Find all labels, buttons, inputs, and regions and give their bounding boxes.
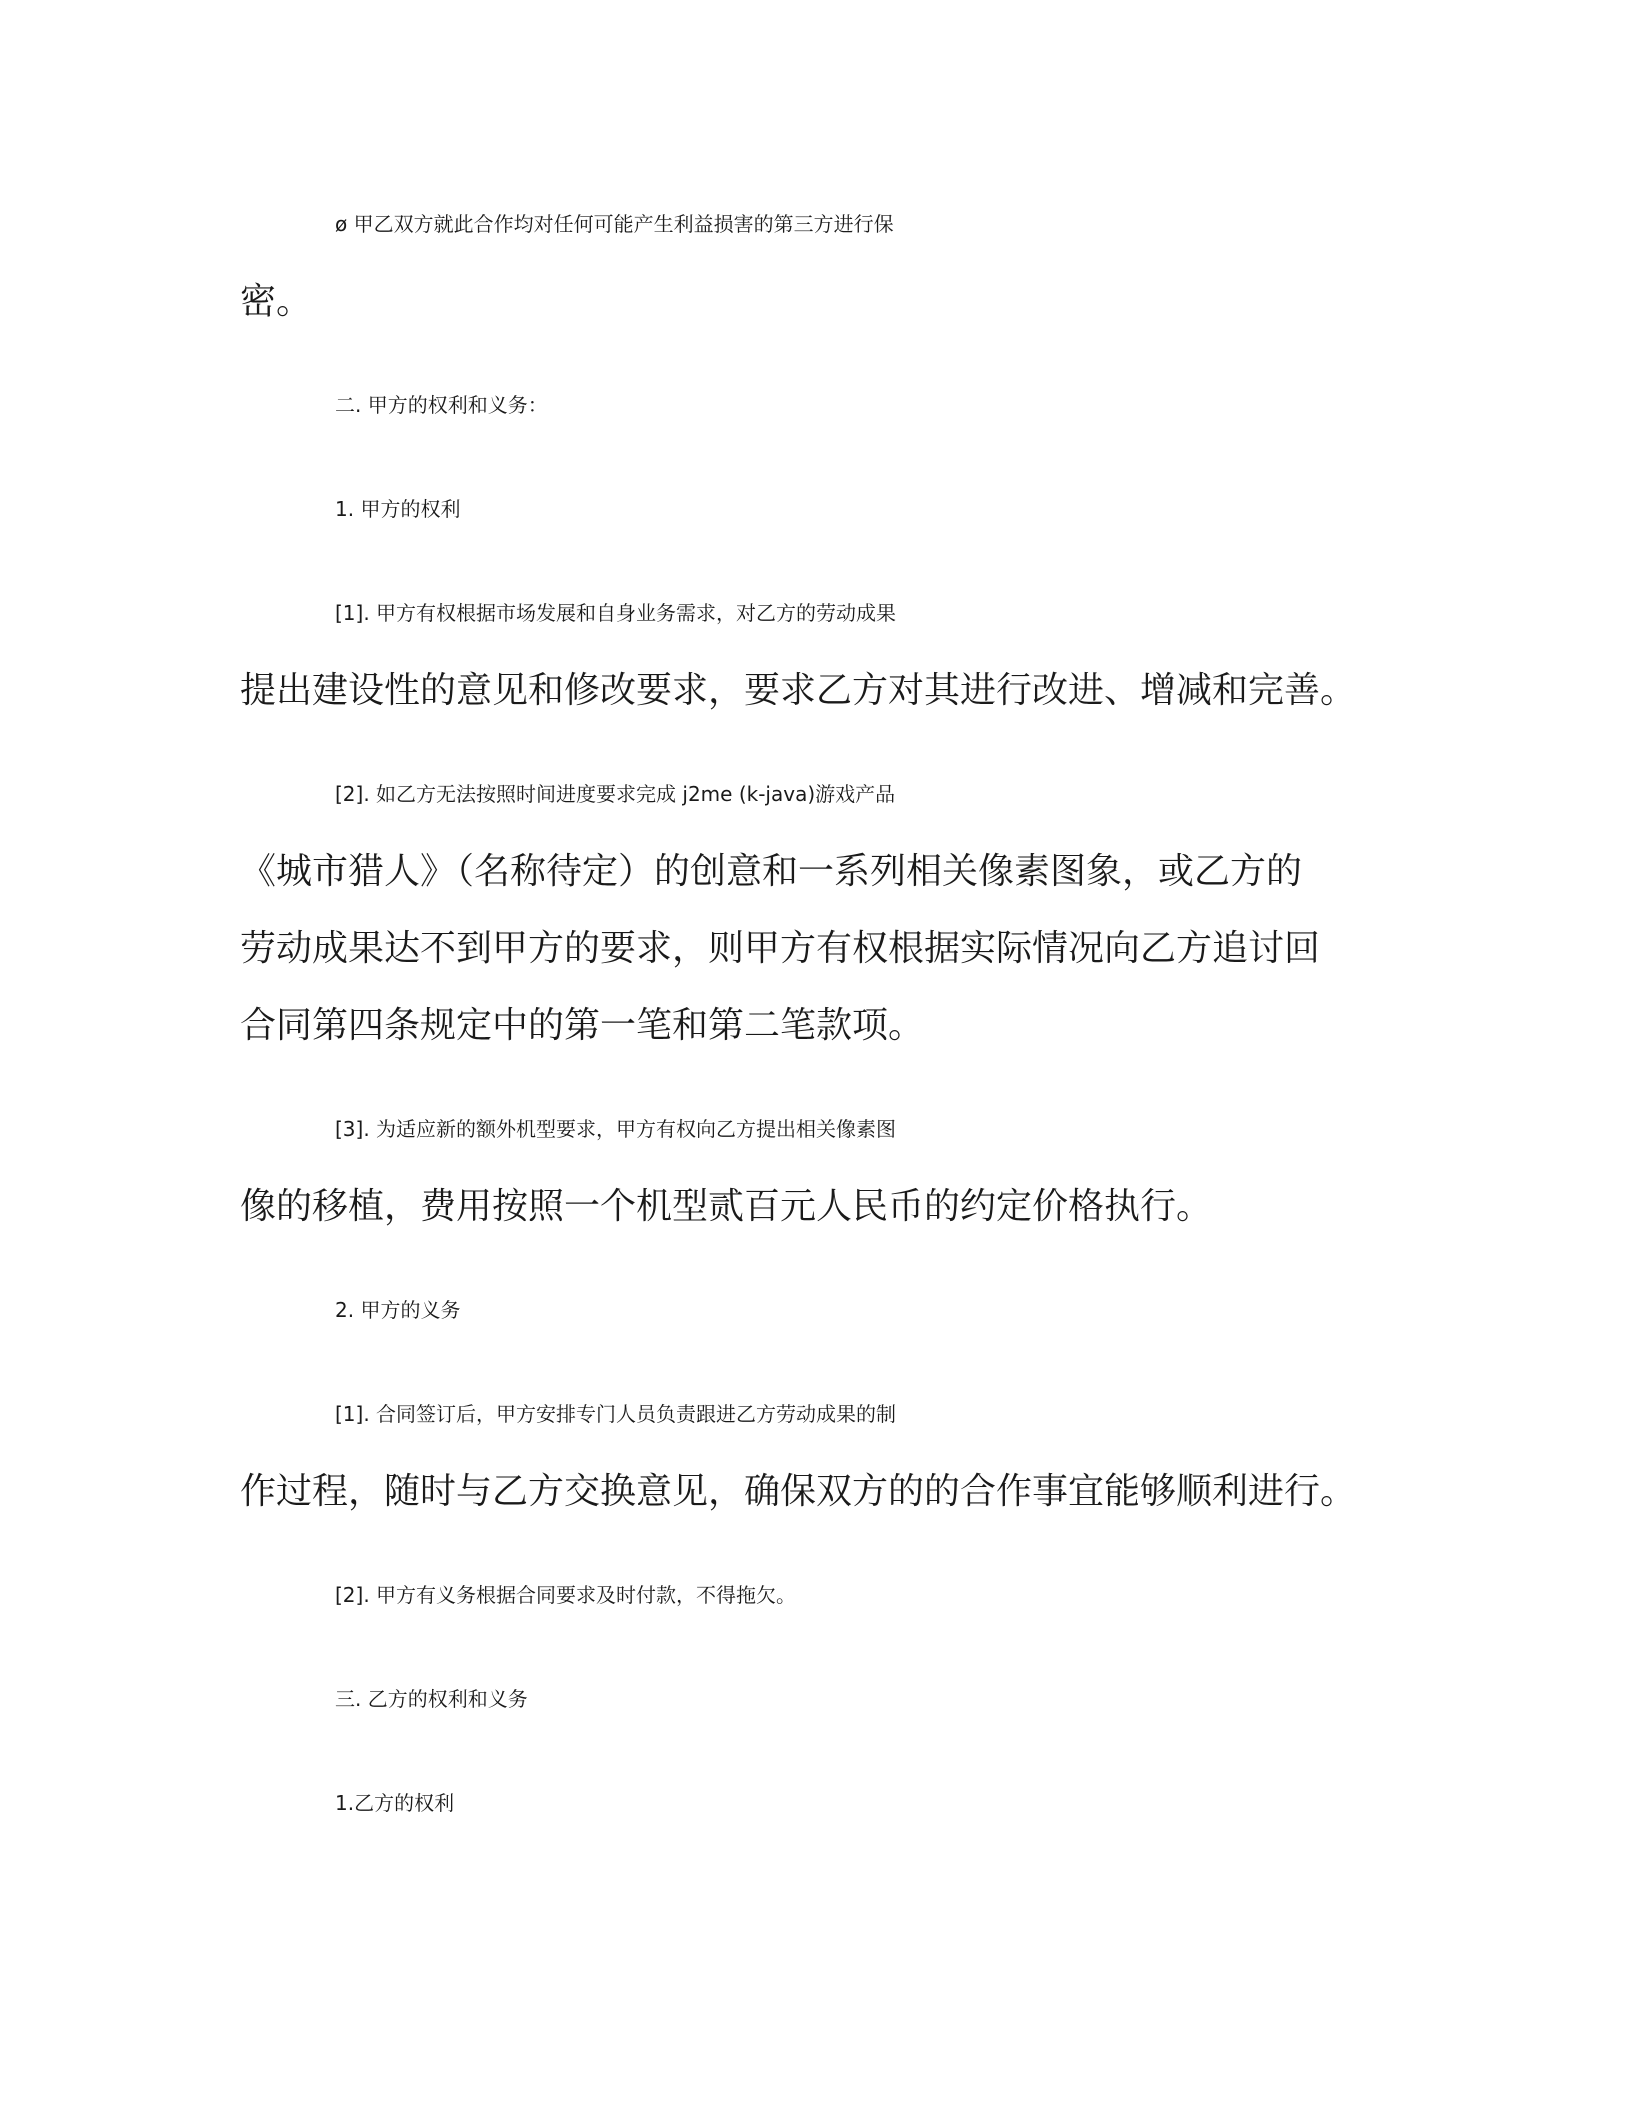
paragraph-confidentiality (240, 186, 1368, 340)
clause-a-rights-2 (240, 756, 1368, 1064)
clause-a-obligations-2 (240, 1557, 1368, 1634)
text-line: [2]. 甲方有义务根据合同要求及时付款，不得拖欠。 (335, 1583, 797, 1607)
text-line: 二. 甲方的权利和义务： (335, 393, 548, 417)
text-line: [1]. 合同签订后，甲方安排专门人员负责跟进乙方劳动成果的制 (335, 1402, 897, 1426)
text-line: 提出建设性的意见和修改要求，要求乙方对其进行改进、增减和完善。 (240, 670, 1357, 711)
text-line: [3]. 为适应新的额外机型要求，甲方有权向乙方提出相关像素图 (335, 1117, 897, 1141)
clause-a-obligations-1 (240, 1376, 1368, 1530)
document-body (240, 186, 1368, 1869)
text-line: 劳动成果达不到甲方的要求，则甲方有权根据实际情况向乙方追讨回 (240, 928, 1321, 969)
text-line: 2. 甲方的义务 (335, 1298, 461, 1322)
section-heading-party-a (240, 367, 1368, 444)
section-heading-party-b (240, 1661, 1368, 1738)
text-line: 1. 甲方的权利 (335, 497, 461, 521)
text-line: [1]. 甲方有权根据市场发展和自身业务需求，对乙方的劳动成果 (335, 601, 897, 625)
clause-a-rights-1 (240, 575, 1368, 729)
subheading-party-b-rights (240, 1765, 1368, 1842)
text-line: [2]. 如乙方无法按照时间进度要求完成 j2me (k-java)游戏产品 (335, 782, 896, 806)
text-line: 《城市猎人》（名称待定）的创意和一系列相关像素图象，或乙方的 (240, 851, 1303, 892)
text-line: 1.乙方的权利 (335, 1791, 455, 1815)
text-line: 像的移植，费用按照一个机型贰百元人民币的约定价格执行。 (240, 1186, 1213, 1227)
text-line: ø 甲乙双方就此合作均对任何可能产生利益损害的第三方进行保 (335, 212, 894, 236)
text-line: 三. 乙方的权利和义务 (335, 1687, 528, 1711)
text-line: 密。 (240, 281, 313, 322)
subheading-party-a-rights (240, 471, 1368, 548)
text-line: 作过程，随时与乙方交换意见，确保双方的的合作事宜能够顺利进行。 (240, 1471, 1357, 1512)
text-line: 合同第四条规定中的第一笔和第二笔款项。 (240, 1005, 925, 1046)
subheading-party-a-obligations (240, 1272, 1368, 1349)
clause-a-rights-3 (240, 1091, 1368, 1245)
